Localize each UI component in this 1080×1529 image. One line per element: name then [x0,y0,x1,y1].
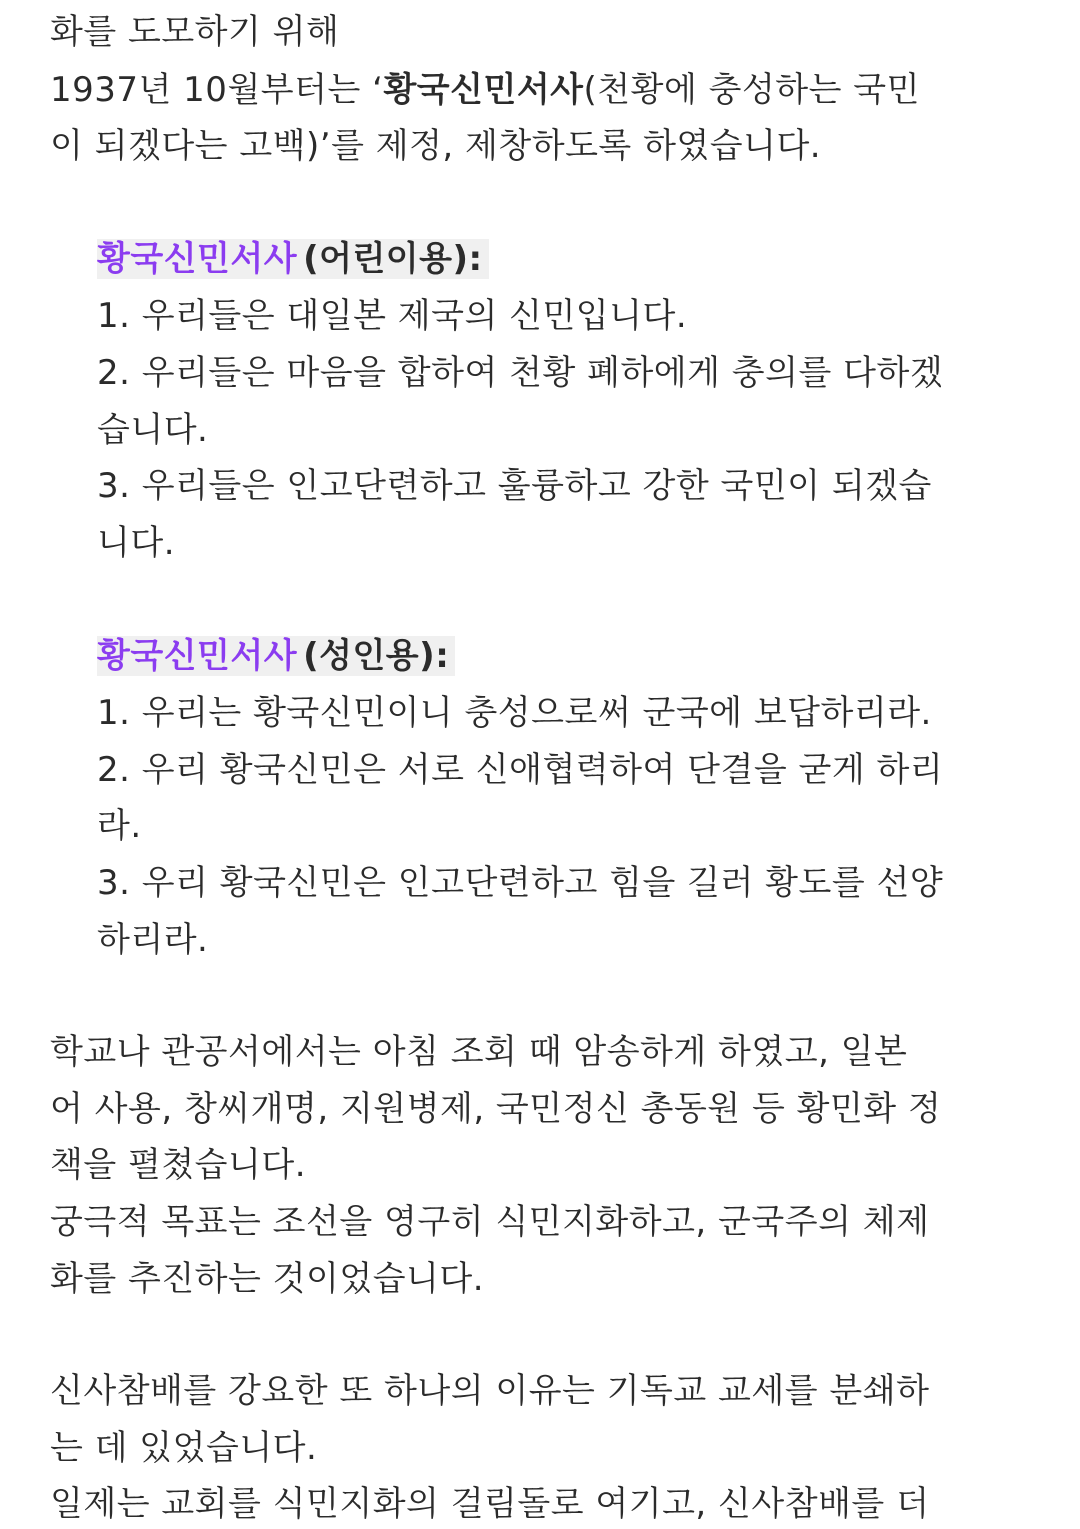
body-paragraph-line: 어 사용, 창씨개명, 지원병제, 국민정신 총동원 등 황민화 정 [50,1089,942,1129]
children-oath-item: 2. 우리들은 마음을 합하여 천황 폐하에게 충의를 다하겠 [97,353,944,393]
body-paragraph-line: 책을 펼쳤습니다. [50,1145,307,1185]
adult-oath-item: 2. 우리 황국신민은 서로 신애협력하여 단결을 굳게 하리 [97,750,944,790]
body-paragraph-line: 는 데 있었습니다. [50,1428,318,1468]
children-oath-heading [97,231,489,287]
children-oath-item-cont: 습니다. [97,410,209,450]
adult-oath-item-cont: 라. [97,806,142,846]
intro-line-2 [50,62,920,118]
body-paragraph-line: 학교나 관공서에서는 아침 조회 때 암송하게 하였고, 일본 [50,1032,908,1072]
adult-oath-heading [97,628,455,684]
children-oath-item: 1. 우리들은 대일본 제국의 신민입니다. [97,296,688,336]
children-oath-item-cont: 니다. [97,523,175,563]
adult-oath-item: 3. 우리 황국신민은 인고단련하고 힘을 길러 황도를 선양 [97,863,944,903]
children-oath-title-suffix: (어린이용): [303,239,489,279]
intro-line-1: 화를 도모하기 위해 [50,12,340,52]
adult-oath-item: 1. 우리는 황국신민이니 충성으로써 군국에 보답하리라. [97,693,932,733]
children-oath-title: 황국신민서사 [97,239,303,279]
body-paragraph-line: 화를 추진하는 것이었습니다. [50,1259,485,1299]
body-paragraph-line: 일제는 교회를 식민지화의 걸림돌로 여기고, 신사참배를 더 [50,1484,930,1524]
intro-line-2-pre: 1937년 10월부터는 ‘ [50,70,384,110]
intro-line-2-post: (천황에 충성하는 국민 [583,70,920,110]
body-paragraph-line: 신사참배를 강요한 또 하나의 이유는 기독교 교세를 분쇄하 [50,1371,930,1411]
intro-oath-name: 황국신민서사 [383,70,584,110]
body-paragraph-line: 궁극적 목표는 조선을 영구히 식민지화하고, 군국주의 체제 [50,1202,930,1242]
adult-oath-item-cont: 하리라. [97,920,209,960]
adult-oath-title-suffix: (성인용): [303,636,455,676]
adult-oath-title: 황국신민서사 [97,636,303,676]
intro-line-3: 이 되겠다는 고백)’를 제정, 제창하도록 하였습니다. [50,126,822,166]
children-oath-item: 3. 우리들은 인고단련하고 훌륭하고 강한 국민이 되겠습 [97,466,932,506]
